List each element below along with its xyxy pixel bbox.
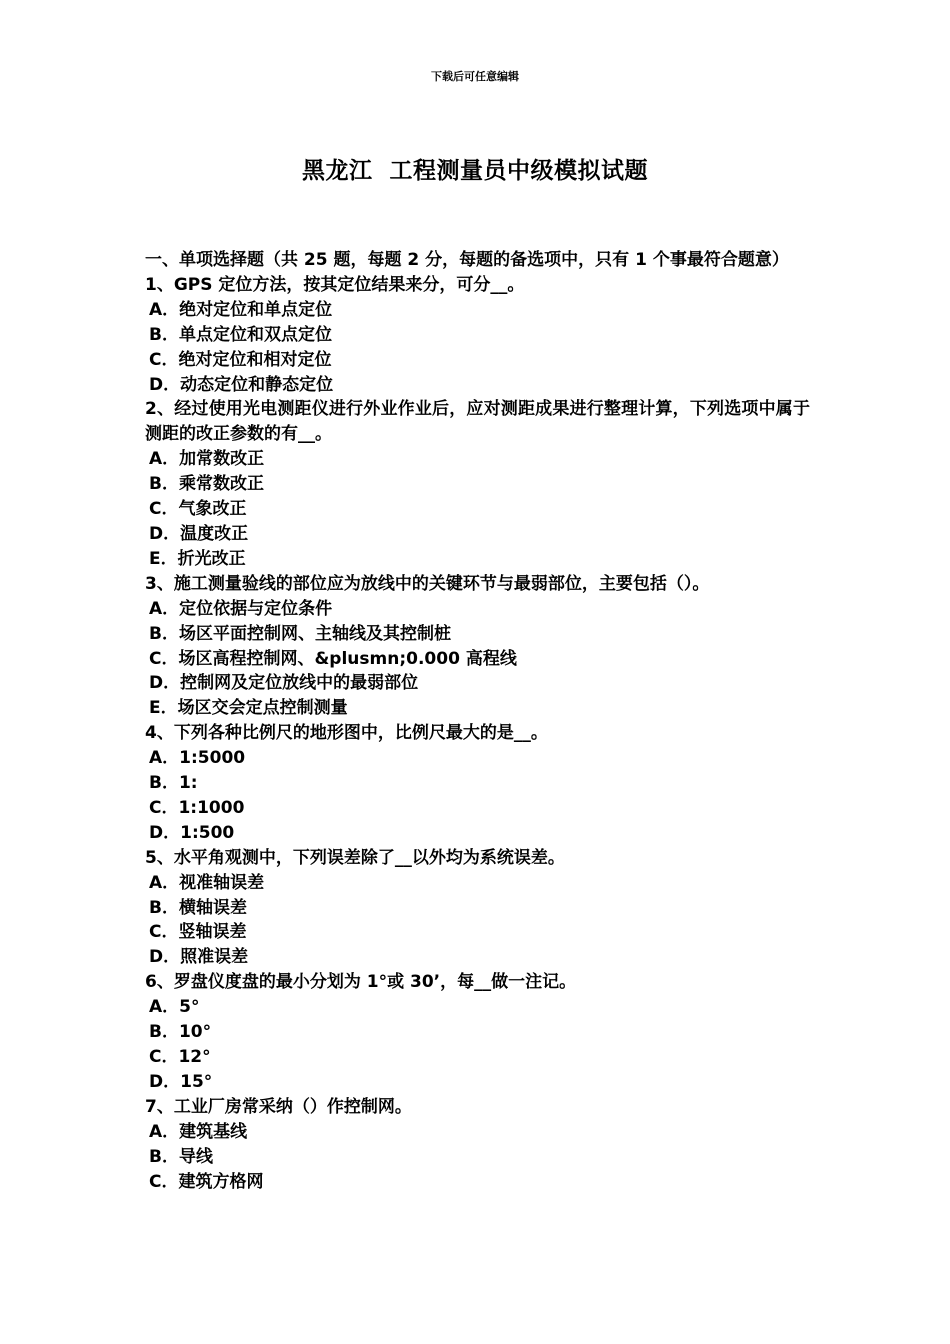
option-d: D．照准误差 bbox=[149, 947, 249, 968]
question-text: 7、工业厂房常采纳（）作控制网。 bbox=[145, 1096, 412, 1117]
option-a: A．视准轴误差 bbox=[149, 872, 265, 893]
question-7 bbox=[145, 1095, 810, 1195]
option-c: C．1:1000 bbox=[149, 797, 245, 818]
question-6 bbox=[145, 970, 810, 1095]
question-4 bbox=[145, 721, 810, 846]
section-heading: 一、单项选择题（共 25 题，每题 2 分，每题的备选项中，只有 1 个事最符合题意） bbox=[145, 250, 789, 270]
question-text: 2、经过使用光电测距仪进行外业作业后，应对测距成果进行整理计算，下列选项中属于测距的改正参数的有__。 bbox=[145, 399, 810, 445]
option-b: B．1: bbox=[149, 773, 198, 794]
question-2 bbox=[145, 397, 810, 571]
option-b: B．10° bbox=[149, 1022, 212, 1043]
option-a: A．1:5000 bbox=[149, 748, 246, 769]
option-b: B．单点定位和双点定位 bbox=[149, 324, 332, 345]
option-d: D．动态定位和静态定位 bbox=[149, 374, 334, 395]
page-header-note: 下载后可任意编辑 bbox=[431, 70, 519, 83]
option-d: D．1:500 bbox=[149, 822, 235, 843]
document-title: 黑龙江 工程测量员中级模拟试题 bbox=[301, 158, 648, 184]
option-e: E．折光改正 bbox=[149, 548, 246, 569]
option-d: D．温度改正 bbox=[149, 523, 249, 544]
option-e: E．场区交会定点控制测量 bbox=[149, 698, 348, 719]
option-c: C．气象改正 bbox=[149, 499, 247, 520]
option-b: B．场区平面控制网、主轴线及其控制桩 bbox=[149, 623, 451, 644]
option-d: D．控制网及定位放线中的最弱部位 bbox=[149, 673, 419, 694]
question-3 bbox=[145, 572, 810, 721]
option-b: B．乘常数改正 bbox=[149, 474, 264, 495]
option-a: A．绝对定位和单点定位 bbox=[149, 299, 333, 320]
option-c: C．场区高程控制网、&plusmn;0.000 高程线 bbox=[149, 648, 517, 669]
option-a: A．建筑基线 bbox=[149, 1121, 248, 1142]
option-b: B．横轴误差 bbox=[149, 897, 247, 918]
question-text: 3、施工测量验线的部位应为放线中的关键环节与最弱部位，主要包括（）。 bbox=[145, 573, 710, 594]
option-a: A．5° bbox=[149, 997, 200, 1018]
question-5 bbox=[145, 846, 810, 971]
question-text: 1、GPS 定位方法，按其定位结果来分，可分__。 bbox=[145, 274, 525, 295]
option-c: C．建筑方格网 bbox=[149, 1171, 264, 1192]
option-c: C．绝对定位和相对定位 bbox=[149, 349, 332, 370]
question-text: 6、罗盘仪度盘的最小分划为 1°或 30’，每__做一注记。 bbox=[145, 972, 577, 993]
option-d: D．15° bbox=[149, 1071, 213, 1092]
question-text: 4、下列各种比例尺的地形图中，比例尺最大的是__。 bbox=[145, 723, 548, 744]
question-text: 5、水平角观测中，下列误差除了__以外均为系统误差。 bbox=[145, 847, 565, 868]
option-c: C．12° bbox=[149, 1047, 211, 1067]
option-a: A．定位依据与定位条件 bbox=[149, 598, 333, 619]
option-a: A．加常数改正 bbox=[149, 449, 265, 470]
option-b: B．导线 bbox=[149, 1146, 213, 1167]
option-c: C．竖轴误差 bbox=[149, 922, 247, 943]
document-body bbox=[145, 248, 810, 1194]
question-1 bbox=[145, 273, 810, 398]
